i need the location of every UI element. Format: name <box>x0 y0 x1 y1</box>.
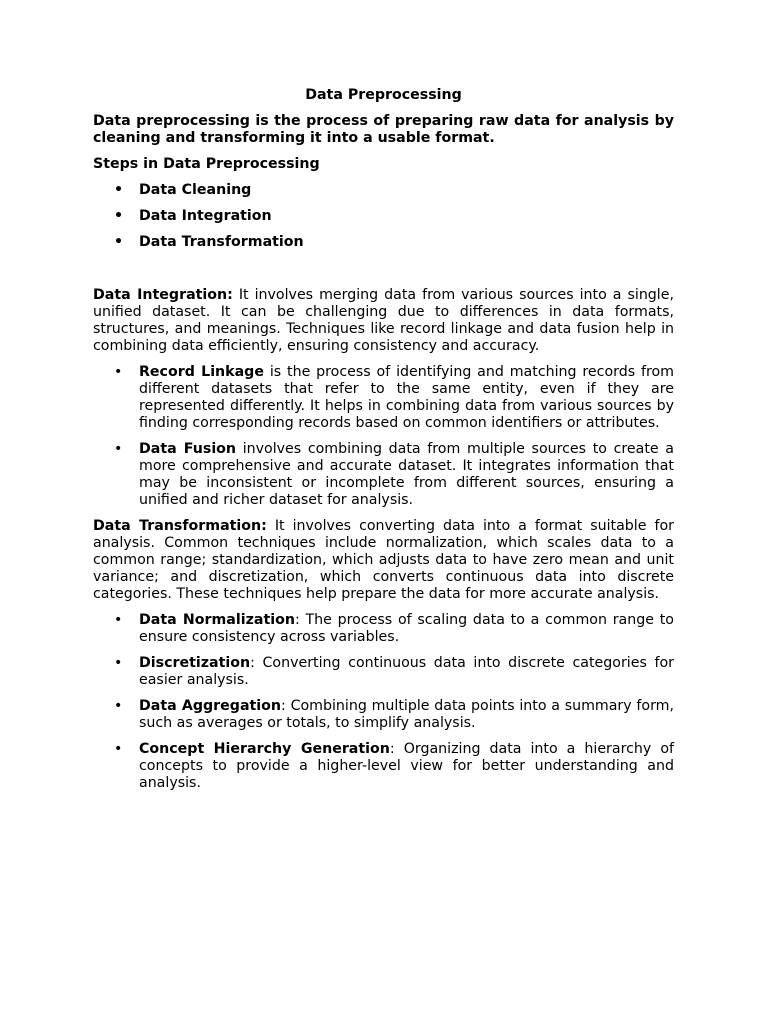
item-term: Discretization <box>139 655 251 671</box>
transformation-list <box>93 612 674 792</box>
list-item <box>93 208 674 225</box>
section-spacer <box>93 260 674 287</box>
steps-list <box>93 182 674 251</box>
list-item <box>93 741 674 792</box>
document-page <box>93 87 674 801</box>
item-term: Concept Hierarchy Generation <box>139 741 390 757</box>
list-item <box>93 612 674 646</box>
bullet-icon: • <box>114 441 123 457</box>
item-text: involves combining data from multiple sources to create a more comprehensive and accurate dataset. It integrates information that may be inconsistent or incomplete from different sources, ensuring a unified and richer dataset for analysis. <box>139 441 675 508</box>
list-item <box>93 441 674 509</box>
transformation-term: Data Transformation: <box>93 518 267 534</box>
item-term: Data Aggregation <box>139 698 282 714</box>
list-item <box>93 234 674 251</box>
list-item <box>93 182 674 199</box>
item-term: Data Normalization <box>139 612 295 628</box>
item-text: : Organizing data into a hierarchy of concepts to provide a higher-level view for better understanding and analysis. <box>139 741 674 791</box>
transformation-text: It involves converting data into a format suitable for analysis. Common techniques include normalization, which scales data to a common range; standardization, which adjusts data to have zero mean and unit variance; and discretization, which converts continuous data into discrete categories. These techniques help prepare the data for more accurate analysis. <box>93 518 674 602</box>
steps-heading: Steps in Data Preprocessing <box>93 156 320 172</box>
bullet-icon: • <box>114 234 124 250</box>
list-item <box>93 655 674 689</box>
bullet-icon: • <box>114 182 124 198</box>
bullet-icon: • <box>114 698 123 714</box>
integration-text: It involves merging data from various sources into a single, unified dataset. It can be challenging due to differences in data formats, structures, and meanings. Techniques like record linkage and data fusion help in combining data efficiently, ensuring consistency and accuracy. <box>93 287 674 354</box>
list-item <box>93 698 674 732</box>
bullet-icon: • <box>114 741 123 757</box>
document-title: Data Preprocessing <box>305 87 462 103</box>
bullet-icon: • <box>114 208 124 224</box>
integration-list <box>93 364 674 509</box>
integration-term: Data Integration: <box>93 287 233 303</box>
intro-paragraph: Data preprocessing is the process of preparing raw data for analysis by cleaning and transforming it into a usable format. <box>93 113 674 146</box>
item-text: : Combining multiple data points into a summary form, such as averages or totals, to simplify analysis. <box>139 698 675 731</box>
item-term: Record Linkage <box>139 364 264 380</box>
bullet-icon: • <box>114 364 123 380</box>
step-label: Data Transformation <box>139 234 304 250</box>
item-term: Data Fusion <box>139 441 237 457</box>
step-label: Data Integration <box>139 208 272 224</box>
list-item <box>93 364 674 432</box>
item-text: : Converting continuous data into discrete categories for easier analysis. <box>139 655 674 688</box>
integration-paragraph <box>93 287 674 355</box>
step-label: Data Cleaning <box>139 182 252 198</box>
bullet-icon: • <box>114 612 123 628</box>
item-text: : The process of scaling data to a common range to ensure consistency across variables. <box>139 612 674 645</box>
item-text: is the process of identifying and matching records from different datasets that refer to the same entity, even if they are represented differently. It helps in combining data from various sources by finding corresponding records based on common identifiers or attributes. <box>139 364 674 431</box>
transformation-paragraph <box>93 518 674 603</box>
bullet-icon: • <box>114 655 123 671</box>
